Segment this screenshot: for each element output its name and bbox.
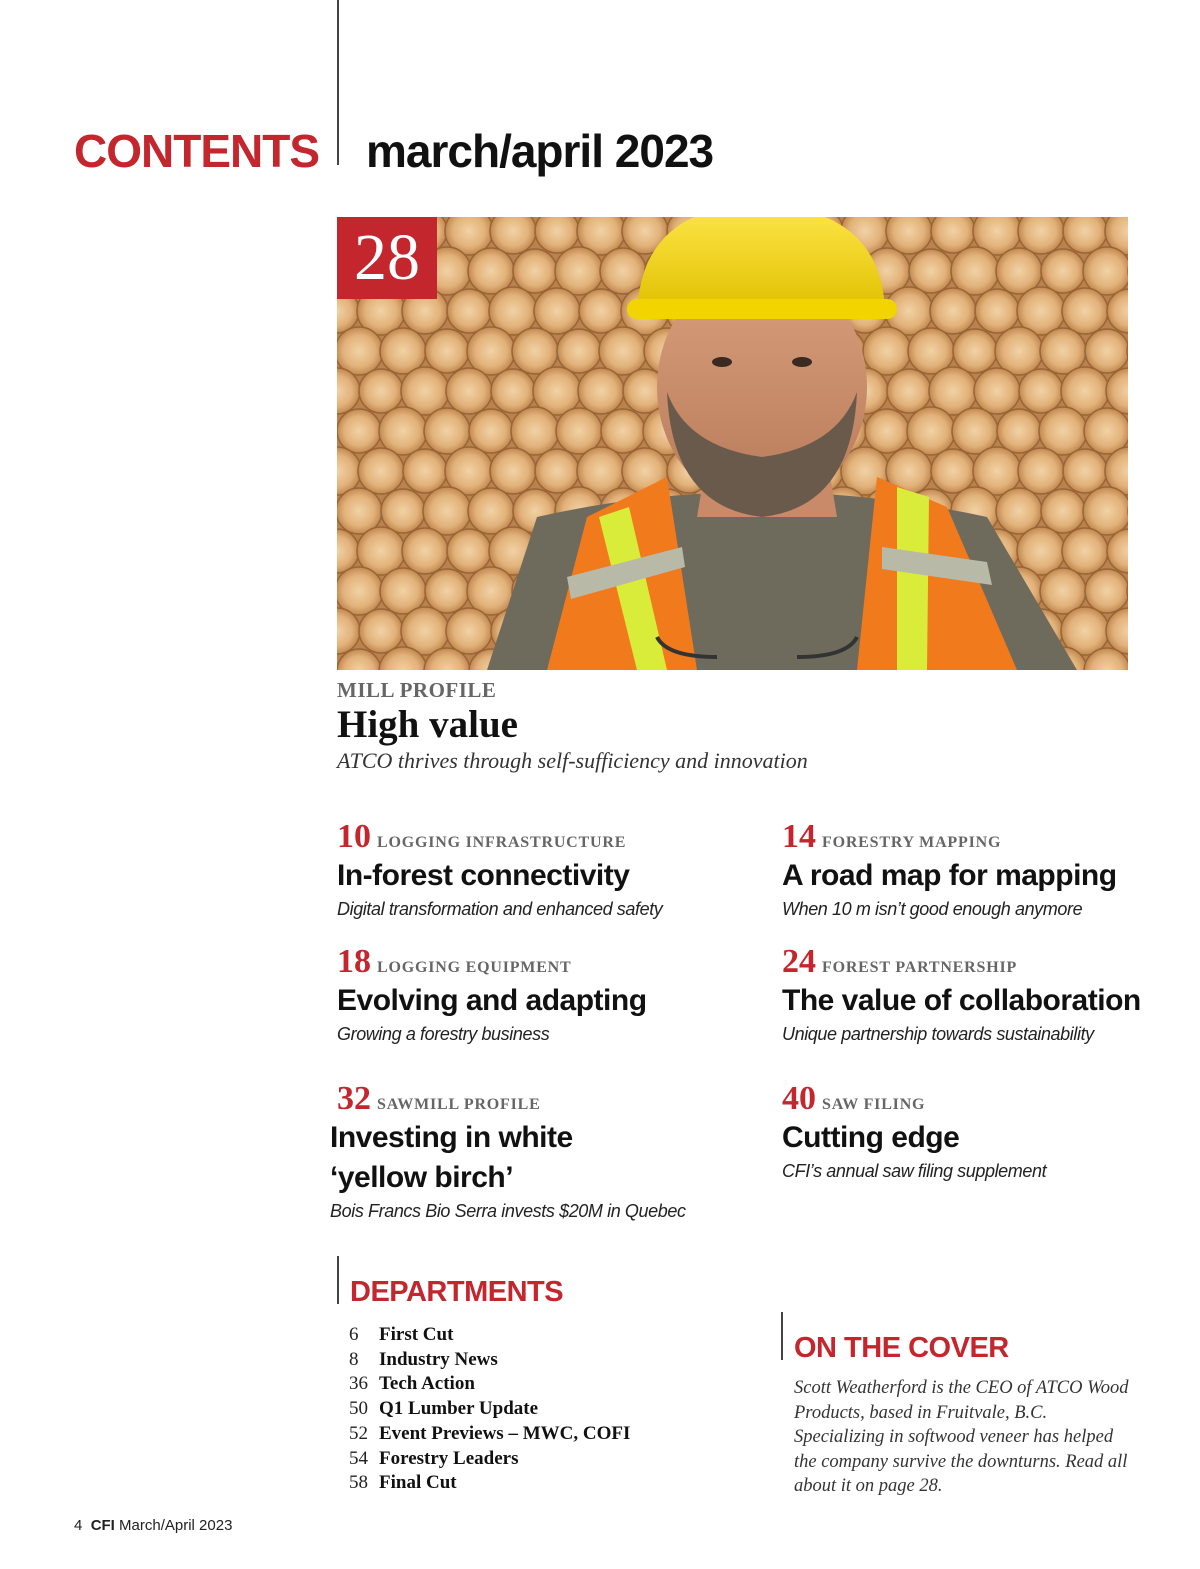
log-end xyxy=(337,409,381,453)
department-item[interactable] xyxy=(349,1422,630,1447)
story-title-line1[interactable]: Investing in white xyxy=(330,1121,573,1154)
log-end xyxy=(1063,449,1107,493)
log-end xyxy=(1062,528,1108,574)
log-end xyxy=(379,407,427,455)
log-end xyxy=(337,567,383,615)
footer-issue: March/April 2023 xyxy=(119,1517,233,1534)
departments-heading: DEPARTMENTS xyxy=(350,1276,564,1308)
log-end xyxy=(951,247,999,295)
department-name[interactable]: Q1 Lumber Update xyxy=(379,1398,539,1420)
departments-list xyxy=(349,1323,630,1496)
log-end xyxy=(1085,329,1128,373)
log-end xyxy=(467,327,515,375)
department-name[interactable]: Industry News xyxy=(379,1348,498,1370)
log-end xyxy=(1041,489,1085,533)
departments-divider xyxy=(337,1256,339,1304)
cover-heading: ON THE COVER xyxy=(794,1332,1009,1364)
department-page: 58 xyxy=(349,1472,368,1494)
story-subtitle: When 10 m isn’t good enough anymore xyxy=(782,899,1083,919)
story-page-number: 10 xyxy=(337,818,371,855)
department-name[interactable]: Tech Action xyxy=(379,1373,475,1395)
story-title[interactable]: Evolving and adapting xyxy=(337,984,647,1017)
story-title[interactable]: A road map for mapping xyxy=(782,859,1117,892)
log-end xyxy=(931,449,975,493)
log-end xyxy=(579,289,623,333)
story-title[interactable]: Cutting edge xyxy=(782,1121,960,1154)
log-end xyxy=(599,327,647,375)
feature-photo[interactable] xyxy=(337,217,1128,670)
story-category: SAW FILING xyxy=(822,1096,926,1113)
department-page: 52 xyxy=(349,1422,368,1444)
story-item[interactable] xyxy=(782,943,1200,1047)
department-name[interactable]: Event Previews – MWC, COFI xyxy=(379,1422,631,1444)
log-end xyxy=(863,327,911,375)
feature-page-badge: 28 xyxy=(337,217,437,299)
story-category: LOGGING EQUIPMENT xyxy=(377,959,572,976)
log-end xyxy=(865,409,909,453)
story-page-number: 32 xyxy=(337,1080,371,1117)
story-subtitle: Bois Francs Bio Serra invests $20M in Quebec xyxy=(330,1201,686,1221)
log-end xyxy=(446,368,492,414)
issue-date: march/april 2023 xyxy=(366,125,714,177)
log-end xyxy=(909,249,953,293)
log-end xyxy=(930,288,976,334)
story-subtitle: Digital transformation and enhanced safety xyxy=(337,899,663,919)
log-end xyxy=(975,289,1019,333)
feature-category: MILL PROFILE xyxy=(337,678,497,702)
feature-title[interactable]: High value xyxy=(337,703,518,746)
department-item[interactable] xyxy=(349,1372,630,1397)
log-end xyxy=(534,288,580,334)
department-page: 36 xyxy=(349,1373,368,1395)
story-category: SAWMILL PROFILE xyxy=(377,1096,541,1113)
log-end xyxy=(535,449,579,493)
header-divider xyxy=(337,0,339,165)
story-subtitle: Unique partnership towards sustainability xyxy=(782,1024,1094,1044)
log-end xyxy=(974,368,1020,414)
cover-divider xyxy=(781,1312,783,1360)
story-title-line2[interactable]: ‘yellow birch’ xyxy=(330,1161,514,1194)
department-item[interactable] xyxy=(349,1323,630,1348)
footer-brand: CFI xyxy=(90,1517,115,1534)
department-name[interactable]: Final Cut xyxy=(379,1472,457,1494)
log-end xyxy=(402,528,448,574)
log-end xyxy=(425,569,469,613)
log-end xyxy=(359,609,403,653)
log-end xyxy=(1039,407,1087,455)
contents-heading: CONTENTS xyxy=(74,125,319,177)
log-end xyxy=(447,529,491,573)
log-end xyxy=(359,369,403,413)
department-page: 50 xyxy=(349,1398,368,1420)
log-end xyxy=(403,449,447,493)
department-page: 6 xyxy=(349,1324,359,1345)
story-item[interactable] xyxy=(782,818,1200,922)
log-end xyxy=(907,407,955,455)
log-end xyxy=(491,369,535,413)
story-page-number: 24 xyxy=(782,943,816,980)
log-end xyxy=(1041,249,1085,293)
footer-page-number: 4 xyxy=(74,1517,83,1534)
log-end xyxy=(953,329,997,373)
story-category: FOREST PARTNERSHIP xyxy=(822,959,1018,976)
story-page-number: 40 xyxy=(782,1080,816,1117)
log-end xyxy=(423,487,471,535)
log-end xyxy=(511,407,559,455)
feature-subtitle: ATCO thrives through self-sufficiency and innovation xyxy=(337,748,808,773)
page-footer xyxy=(74,1517,232,1534)
department-item[interactable] xyxy=(349,1471,630,1496)
story-title[interactable]: The value of collaboration xyxy=(782,984,1141,1017)
log-end xyxy=(1084,408,1128,454)
log-end xyxy=(337,327,383,375)
department-item[interactable] xyxy=(349,1447,630,1472)
log-end xyxy=(578,368,624,414)
log-end xyxy=(1062,288,1108,334)
story-page-number: 18 xyxy=(337,943,371,980)
department-page: 8 xyxy=(349,1348,359,1370)
story-page-number: 14 xyxy=(782,818,816,855)
log-end xyxy=(381,489,425,533)
log-end xyxy=(469,409,513,453)
log-end xyxy=(1019,369,1063,413)
story-item[interactable] xyxy=(782,1080,1200,1184)
department-name[interactable]: First Cut xyxy=(379,1324,454,1345)
story-title[interactable]: In-forest connectivity xyxy=(337,859,630,892)
department-item[interactable] xyxy=(349,1348,630,1373)
story-category: FORESTRY MAPPING xyxy=(822,834,1002,851)
department-page: 54 xyxy=(349,1447,368,1469)
story-subtitle: Growing a forestry business xyxy=(337,1024,550,1044)
log-end xyxy=(447,289,491,333)
log-end xyxy=(490,448,536,494)
log-end xyxy=(601,409,645,453)
department-item[interactable] xyxy=(349,1397,630,1422)
log-end xyxy=(1085,569,1128,613)
log-end xyxy=(446,608,492,654)
story-subtitle: CFI’s annual saw filing supplement xyxy=(782,1161,1047,1181)
log-end xyxy=(513,249,557,293)
story-category: LOGGING INFRASTRUCTURE xyxy=(377,834,627,851)
log-end xyxy=(887,369,931,413)
log-end xyxy=(557,329,601,373)
log-end xyxy=(995,327,1043,375)
log-end xyxy=(555,247,603,295)
log-end xyxy=(425,329,469,373)
log-end xyxy=(1018,448,1064,494)
story-item[interactable] xyxy=(337,943,777,1047)
story-item[interactable] xyxy=(337,818,777,922)
log-end xyxy=(997,409,1041,453)
log-end xyxy=(358,448,404,494)
cover-description: Scott Weatherford is the CEO of ATCO Wood Products, based in Fruitvale, B.C. Specializing in softwood veneer has helped the company survive the downturns. Read all about it on page 28. xyxy=(794,1378,1129,1496)
story-item[interactable] xyxy=(330,1080,770,1224)
department-name[interactable]: Forestry Leaders xyxy=(379,1447,519,1469)
